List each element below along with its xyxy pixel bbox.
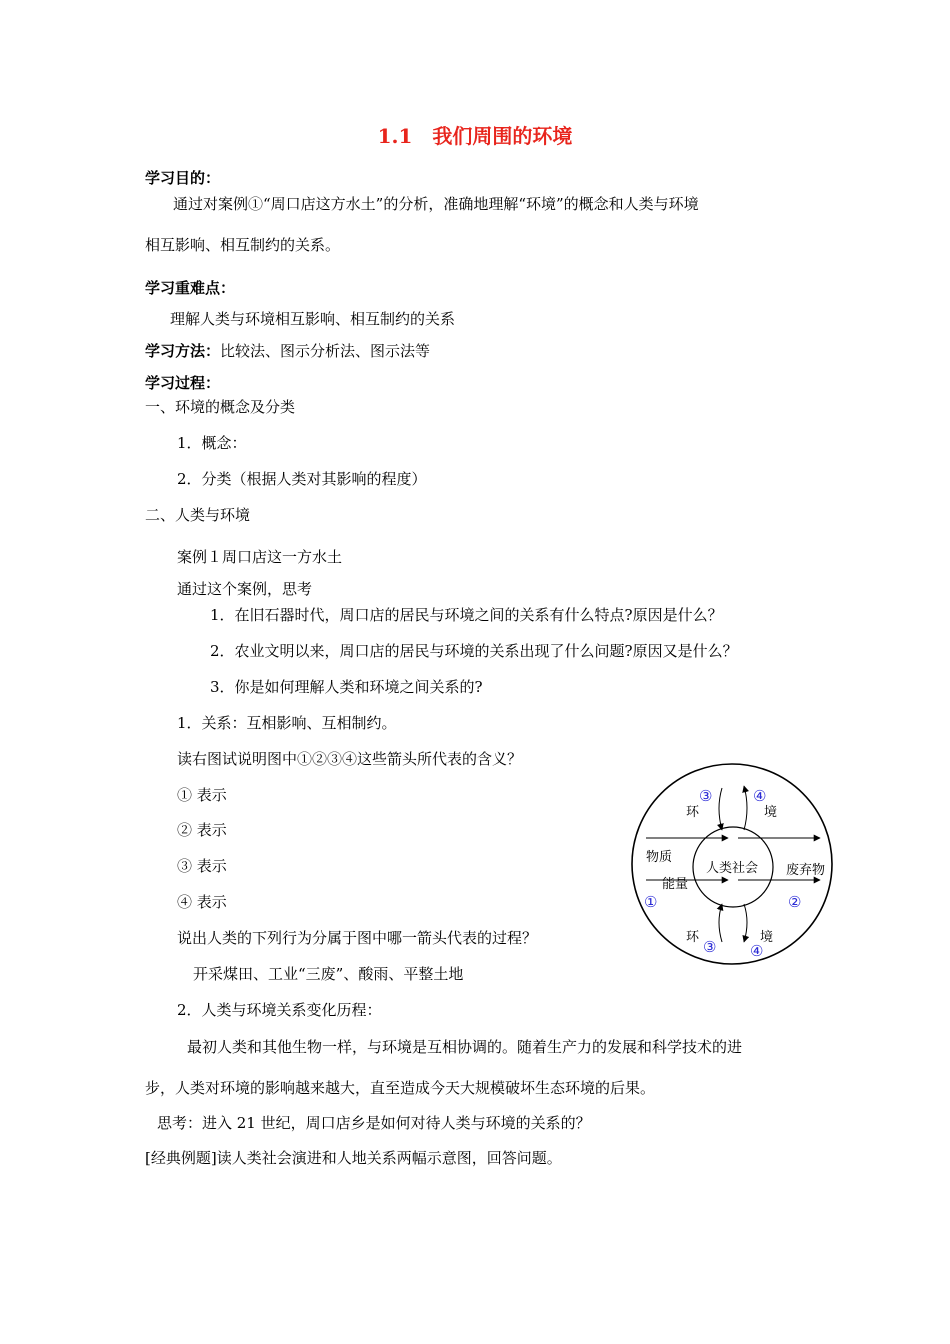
arrow-4-upper (744, 786, 747, 830)
number-1: ① (644, 893, 658, 911)
env-label-left-bottom: 环 (686, 930, 700, 945)
objective-text-1: 通过对案例①“周口店这方水土”的分析，准确地理解“环境”的概念和人类与环境 (173, 195, 699, 213)
behaviors-list: 开采煤田、工业“三废”、酸雨、平整土地 (193, 965, 464, 983)
arrow-1-meaning: ① 表示 (177, 786, 227, 804)
section-1-heading: 一、环境的概念及分类 (145, 398, 296, 416)
history-heading: 2．人类与环境关系变化历程： (177, 1001, 382, 1019)
waste-label: 废弃物 (786, 863, 826, 878)
env-label-right-bottom: 境 (760, 930, 774, 945)
arrow-2-meaning: ② 表示 (177, 821, 227, 839)
arrow-3-lower (719, 904, 722, 942)
number-2: ② (788, 893, 802, 911)
concept-item: 1．概念： (177, 434, 247, 452)
method-text: 比较法、图示分析法、图示法等 (220, 342, 431, 360)
think-prompt: 通过这个案例，思考 (177, 580, 313, 598)
question-1: 1．在旧石器时代，周口店的居民与环境之间的关系有什么特点?原因是什么？ (210, 606, 723, 624)
classification-item: 2．分类（根据人类对其影响的程度） (177, 470, 427, 488)
process-heading: 学习过程： (145, 374, 221, 392)
human-society-label: 人类社会 (706, 861, 759, 876)
history-text-1: 最初人类和其他生物一样，与环境是互相协调的。随着生产力的发展和科学技术的进 (187, 1038, 743, 1056)
material-label: 物质 (646, 850, 673, 865)
arrow-3-upper (719, 788, 722, 830)
method-line (145, 341, 430, 361)
page-title: 1.1 我们周围的环境 (377, 124, 573, 148)
question-3: 3．你是如何理解人类和环境之间关系的? (210, 678, 483, 696)
human-environment-diagram (630, 760, 834, 968)
section-2-heading: 二、人类与环境 (145, 506, 251, 524)
behaviors-question: 说出人类的下列行为分属于图中哪一箭头代表的过程？ (177, 929, 538, 947)
energy-label: 能量 (662, 877, 689, 892)
question-2: 2．农业文明以来，周口店的居民与环境的关系出现了什么问题?原因又是什么？ (210, 642, 738, 660)
env-label-right-top: 境 (764, 805, 778, 820)
arrow-4-lower (744, 904, 747, 942)
arrow-4-meaning: ④ 表示 (177, 893, 227, 911)
objective-text-2: 相互影响、相互制约的关系。 (145, 236, 341, 254)
key-points-text: 理解人类与环境相互影响、相互制约的关系 (170, 310, 456, 328)
relation-line: 1．关系：互相影响、互相制约。 (177, 714, 397, 732)
history-text-2: 步，人类对环境的影响越来越大，直至造成今天大规模破坏生态环境的后果。 (145, 1079, 656, 1097)
read-diagram-prompt: 读右图试说明图中①②③④这些箭头所代表的含义？ (177, 750, 523, 768)
case-title: 案例１周口店这一方水土 (177, 548, 343, 566)
number-3-top: ③ (699, 787, 713, 805)
method-heading: 学习方法： (145, 342, 221, 360)
env-label-left-top: 环 (686, 805, 700, 820)
number-3-bottom: ③ (703, 938, 717, 956)
reflection-question: 思考：进入 21 世纪，周口店乡是如何对待人类与环境的关系的？ (157, 1114, 591, 1132)
classic-example: [经典例题]读人类社会演进和人地关系两幅示意图，回答问题。 (145, 1149, 562, 1167)
arrow-3-meaning: ③ 表示 (177, 857, 227, 875)
key-points-heading: 学习重难点： (145, 279, 236, 297)
number-4-bottom: ④ (750, 942, 764, 960)
objective-heading: 学习目的： (145, 169, 221, 187)
number-4-top: ④ (753, 787, 767, 805)
